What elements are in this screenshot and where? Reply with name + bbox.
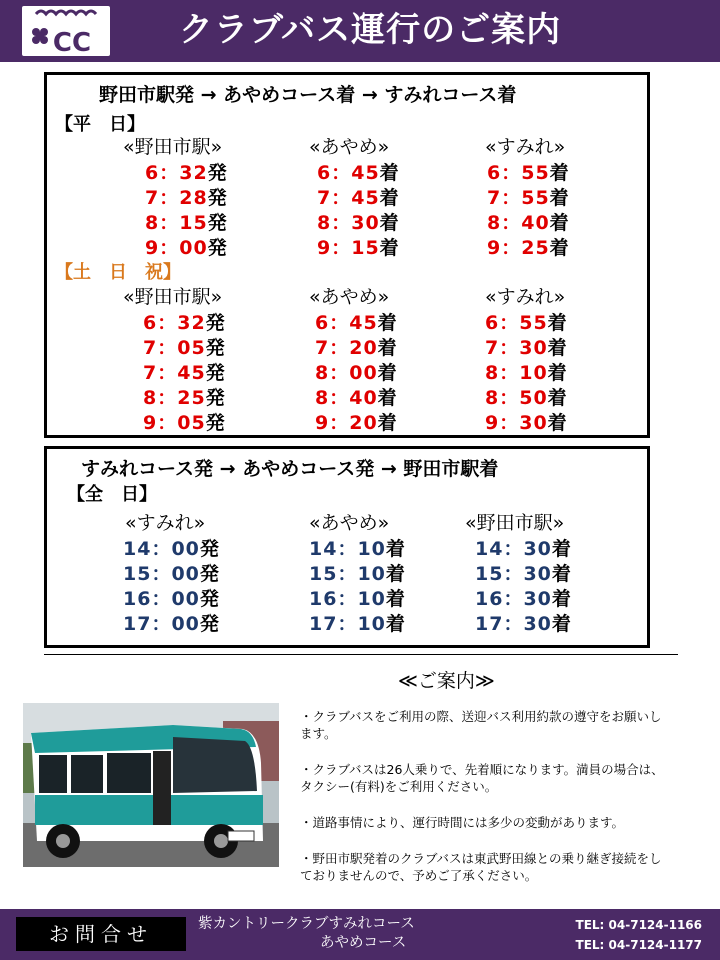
- time-cell: 9：30着: [485, 412, 567, 434]
- time-cell: 7：45発: [143, 362, 225, 384]
- time-cell: 15：00発: [123, 563, 219, 585]
- time-cell: 6：32発: [145, 162, 227, 184]
- time-cell: 6：55着: [485, 312, 567, 334]
- phone-number[interactable]: TEL: 04-7124-1177: [575, 938, 702, 952]
- footer-bar: [0, 909, 720, 960]
- time-cell: 8：25発: [143, 387, 225, 409]
- info-item: ・クラブバスをご利用の際、送迎バス利用約款の遵守をお願いします。: [300, 709, 662, 741]
- column-header: «野田市駅»: [465, 512, 565, 534]
- time-cell: 9：05発: [143, 412, 225, 434]
- inbound-timetable: [44, 446, 650, 648]
- time-cell: 8：50着: [485, 387, 567, 409]
- holiday-label: 【土 日 祝】: [55, 262, 181, 283]
- time-cell: 8：40着: [315, 387, 397, 409]
- time-cell: 6：45着: [317, 162, 399, 184]
- logo-lettering: CC: [52, 28, 92, 56]
- column-header: «すみれ»: [125, 512, 206, 534]
- column-header: «野田市駅»: [123, 286, 223, 308]
- time-cell: 7：28発: [145, 187, 227, 209]
- time-cell: 9：25着: [487, 237, 569, 259]
- time-cell: 16：10着: [309, 588, 405, 610]
- outbound-route: 野田市駅発 → あやめコース着 → すみれコース着: [99, 84, 517, 106]
- time-cell: 7：05発: [143, 337, 225, 359]
- column-header: «野田市駅»: [123, 136, 223, 158]
- course-name: あやめコース: [320, 935, 407, 951]
- time-cell: 6：55着: [487, 162, 569, 184]
- time-cell: 17：10着: [309, 613, 405, 635]
- column-header: «あやめ»: [309, 512, 390, 534]
- time-cell: 16：30着: [475, 588, 571, 610]
- info-item: ・野田市駅発着のクラブバスは東武野田線との乗り継ぎ接続をしておりませんので、予めご了承ください。: [300, 851, 662, 883]
- time-cell: 14：30着: [475, 538, 571, 560]
- time-cell: 17：30着: [475, 613, 571, 635]
- time-cell: 15：10着: [309, 563, 405, 585]
- time-cell: 14：00発: [123, 538, 219, 560]
- time-cell: 6：45着: [315, 312, 397, 334]
- info-list: [300, 708, 670, 903]
- column-header: «あやめ»: [309, 286, 390, 308]
- time-cell: 6：32発: [143, 312, 225, 334]
- page-title: クラブバス運行のご案内: [178, 10, 562, 50]
- inbound-route: すみれコース発 → あやめコース発 → 野田市駅着: [81, 458, 499, 480]
- column-header: «すみれ»: [485, 286, 566, 308]
- time-cell: 8：15発: [145, 212, 227, 234]
- outbound-timetable: [44, 72, 650, 438]
- time-cell: 8：40着: [487, 212, 569, 234]
- time-cell: 9：20着: [315, 412, 397, 434]
- time-cell: 9：00発: [145, 237, 227, 259]
- time-cell: 8：00着: [315, 362, 397, 384]
- phone-number[interactable]: TEL: 04-7124-1166: [575, 918, 702, 932]
- bus-photo: [23, 703, 279, 867]
- time-cell: 7：45着: [317, 187, 399, 209]
- info-item: ・道路事情により、運行時間には多少の変動があります。: [300, 815, 625, 830]
- info-title: ≪ご案内≫: [398, 670, 495, 692]
- time-cell: 15：30着: [475, 563, 571, 585]
- time-cell: 17：00発: [123, 613, 219, 635]
- weekday-label: 【平 日】: [55, 114, 145, 135]
- time-cell: 16：00発: [123, 588, 219, 610]
- time-cell: 9：15着: [317, 237, 399, 259]
- time-cell: 14：10着: [309, 538, 405, 560]
- info-item: ・クラブバスは26人乗りで、先着順になります。満員の場合は、タクシー(有料)をご利用ください。: [300, 762, 664, 794]
- section-divider: [44, 654, 678, 655]
- club-name: 紫カントリークラブすみれコース: [198, 916, 415, 932]
- allday-label: 【全 日】: [67, 484, 157, 505]
- column-header: «すみれ»: [485, 136, 566, 158]
- column-header: «あやめ»: [309, 136, 390, 158]
- time-cell: 8：10着: [485, 362, 567, 384]
- club-logo: [22, 6, 110, 56]
- time-cell: 7：30着: [485, 337, 567, 359]
- time-cell: 7：20着: [315, 337, 397, 359]
- contact-button[interactable]: お問合せ: [16, 917, 186, 951]
- time-cell: 8：30着: [317, 212, 399, 234]
- time-cell: 7：55着: [487, 187, 569, 209]
- header-bar: [0, 0, 720, 62]
